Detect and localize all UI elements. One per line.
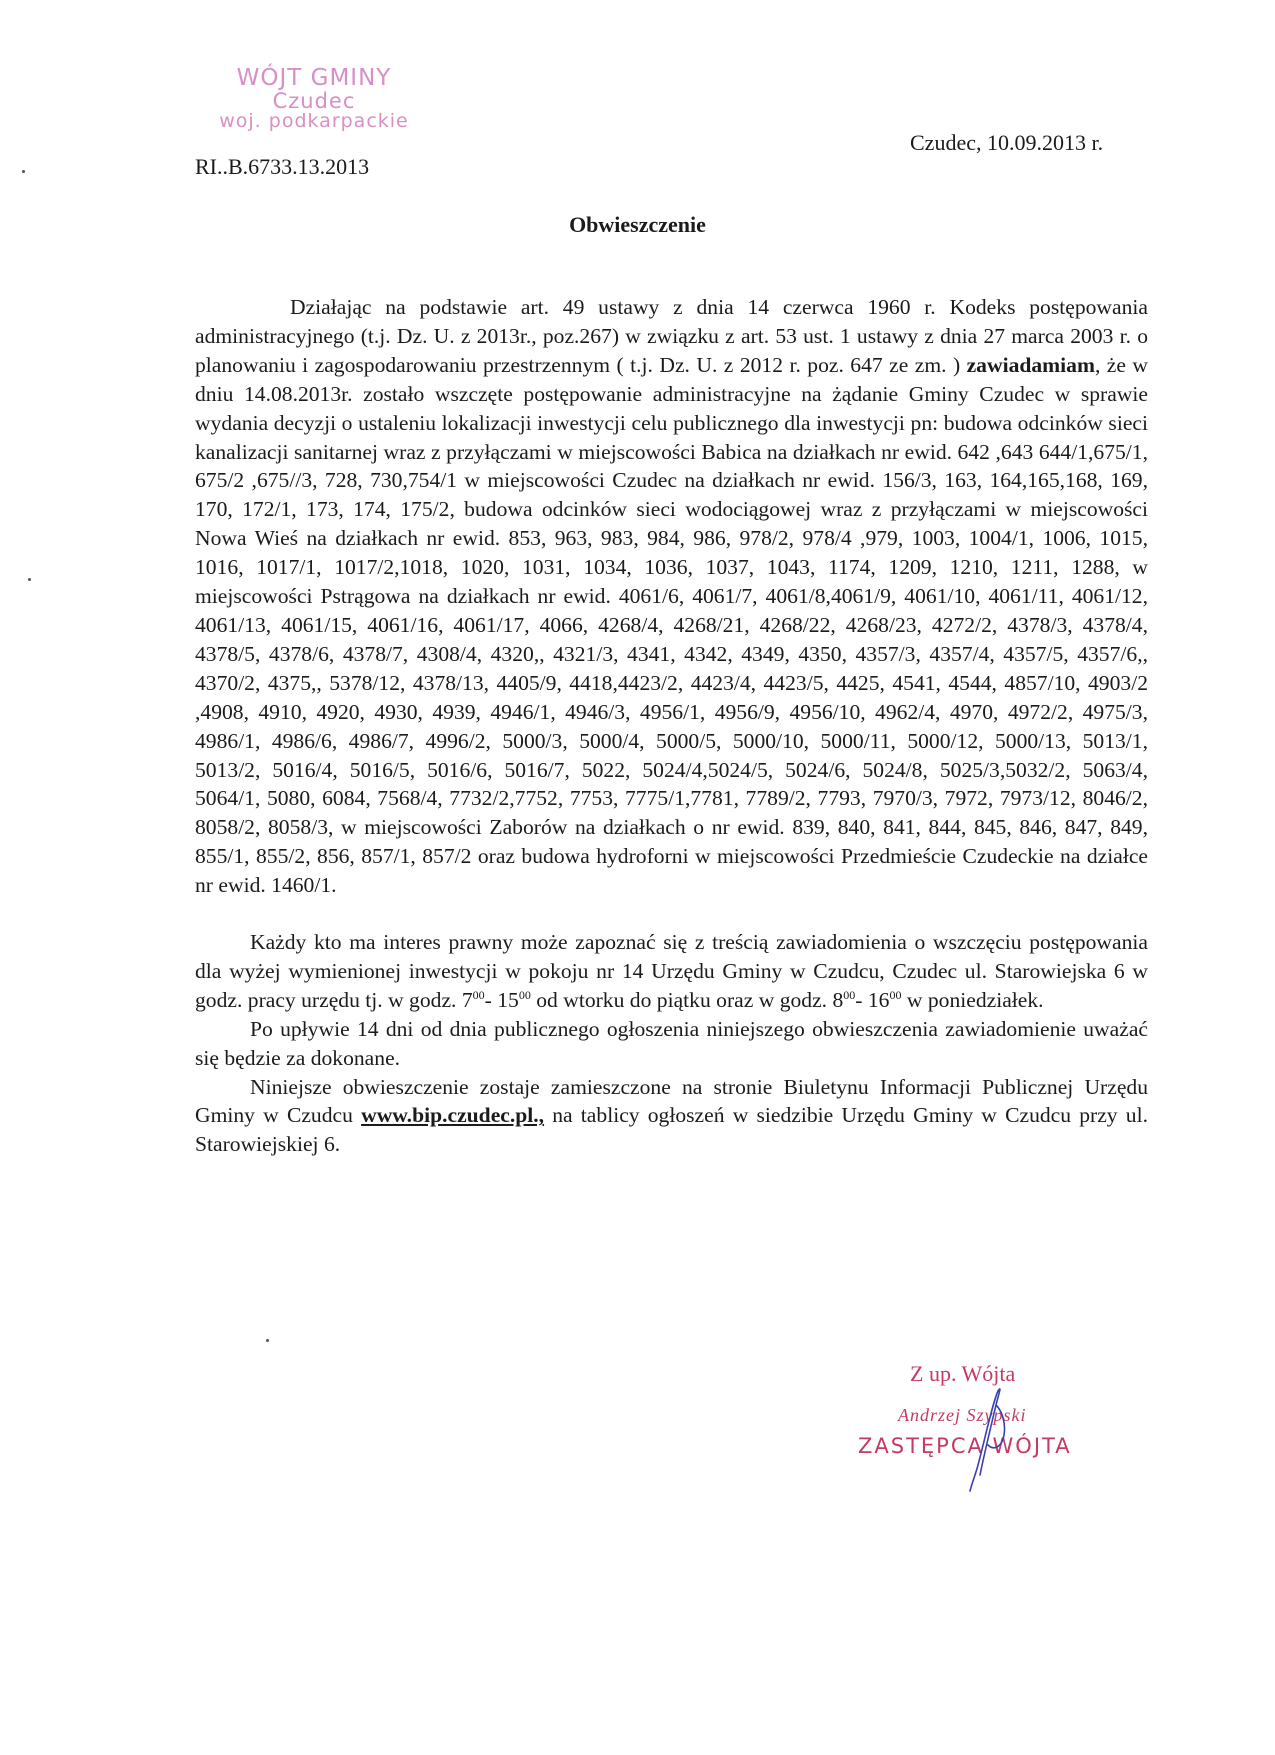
hour-superscript: 00 xyxy=(843,987,856,1002)
hour-superscript: 00 xyxy=(472,987,485,1002)
stamp-line-3: woj. podkarpackie xyxy=(219,110,409,133)
access-text-4: - 16 xyxy=(855,987,890,1012)
scan-speck xyxy=(22,170,25,173)
access-text-2: - 15 xyxy=(484,987,519,1012)
access-text-3: od wtorku do piątku oraz w godz. 8 xyxy=(530,987,844,1012)
place-date: Czudec, 10.09.2013 r. xyxy=(910,130,1104,155)
signature-title: ZASTĘPCA WÓJTA xyxy=(858,1434,1072,1458)
paragraph-notice-text-2: , że w dniu 14.08.2013r. zostało wszczęte postępowanie administracyjne na żądanie Gminy Czudec w sprawie wydania decyzji o ustaleniu lokalizacji inwestycji celu publicznego dla inwestycji pn: budowa odcinków sieci kanalizacji sanitarnej wraz z przyłączami w miejscowości Babica na działkach nr ewid. 642 ,643 644/1,675/1, 675/2 ,675//3, 728, 730,754/1 w miejscowości Czudec na działkach nr ewid. 156/3, 163, 164,165,168, 169, 170, 172/1, 173, 174, 175/2, budowa odcinków sieci wodociągowej wraz z przyłączami w miejscowości Nowa Wieś na działkach nr ewid. 853, 963, 983, 984, 986, 978/2, 978/4 ,979, 1003, 1004/1, 1006, 1015, 1016, 1017/1, 1017/2,1018, 1020, 1031, 1034, 1036, 1037, 1043, 1174, 1209, 1210, 1211, 1288, w miejscowości Pstrągowa na działkach nr ewid. 4061/6, 4061/7, 4061/8,4061/9, 4061/10, 4061/11, 4061/12, 4061/13, 4061/15, 4061/16, 4061/17, 4066, 4268/4, 4268/21, 4268/22, 4268/23, 4272/2, 4378/3, 4378/4, 4378/5, 4378/6, 4378/7, 4308/4, 4320,, 4321/3, 4341, 4342, 4349, 4350, 4357/3, 4357/4, 4357/5, 4357/6,, 4370/2, 4375,, 5378/12, 4378/13, 4405/9, 4418,4423/2, 4423/4, 4423/5, 4425, 4541, 4544, 4857/10, 4903/2 ,4908, 4910, 4920, 4930, 4939, 4946/1, 4946/3, 4956/1, 4956/9, 4956/10, 4962/4, 4970, 4972/2, 4975/3, 4986/1, 4986/6, 4986/7, 4996/2, 5000/3, 5000/4, 5000/5, 5000/10, 5000/11, 5000/12, 5000/13, 5013/1, 5013/2, 5016/4, 5016/5, 5016/6, 5016/7, 5022, 5024/4,5024/5, 5024/6, 5024/8, 5025/3,5032/2, 5063/4, 5064/1, 5080, 6084, 7568/4, 7732/2,7752, 7753, 7775/1,7781, 7789/2, 7793, 7970/3, 7972, 7973/12, 8046/2, 8058/2, 8058/3, w miejscowości Zaborów na działkach o nr ewid. 839, 840, 841, 844, 845, 846, 847, 849, 855/1, 855/2, 856, 857/1, 857/2 oraz budowa hydroforni w miejscowości Przedmieście Czudeckie na działce nr ewid. 1460/1. xyxy=(195,352,1148,898)
scan-speck xyxy=(28,578,31,581)
paragraph-notice xyxy=(195,293,1148,900)
reference-number: RI..B.6733.13.2013 xyxy=(195,154,370,179)
hour-superscript: 00 xyxy=(518,987,531,1002)
paragraph-publication xyxy=(195,1073,1148,1160)
office-stamp xyxy=(204,66,424,132)
notice-keyword: zawiadamiam xyxy=(966,352,1095,377)
access-text-5: w poniedziałek. xyxy=(901,987,1044,1012)
paragraph-notice-text-1: Działając na podstawie art. 49 ustawy z dnia 14 czerwca 1960 r. Kodeks postępowania administracyjnego (t.j. Dz. U. z 2013r., poz.267) w związku z art. 53 ust. 1 ustawy z dnia 27 marca 2003 r. o planowaniu i zagospodarowaniu przestrzennym ( t.j. Dz. U. z 2012 r. poz. 647 ze zm. ) xyxy=(195,295,1148,377)
signature-block xyxy=(850,1355,1110,1495)
stamp-line-1: WÓJT GMINY xyxy=(236,65,392,91)
document-title: Obwieszczenie xyxy=(569,212,706,237)
paragraph-deadline: Po upływie 14 dni od dnia publicznego ogłoszenia niniejszego obwieszczenia zawiadomienie uważać się będzie za dokonane. xyxy=(195,1016,1148,1070)
paragraph-spacer xyxy=(195,900,1148,928)
publication-text-1: Niniejsze obwieszczenie zostaje zamieszczone na stronie Biuletynu Informacji Publicznej Urzędu Gminy w Czudcu xyxy=(195,1074,1148,1128)
paragraph-access-info xyxy=(195,928,1148,1015)
access-text-1: Każdy kto ma interes prawny może zapoznać się z treścią zawiadomienia o wszczęciu postępowania dla wyżej wymienionej inwestycji w pokoju nr 14 Urzędu Gminy w Czudcu, Czudec ul. Starowiejska 6 w godz. pracy urzędu tj. w godz. 7 xyxy=(195,930,1148,1012)
bip-website-link[interactable]: www.bip.czudec.pl., xyxy=(361,1103,545,1128)
signature-name: Andrzej Szypski xyxy=(898,1405,1027,1425)
document-body xyxy=(195,293,1148,1159)
hour-superscript: 00 xyxy=(889,987,902,1002)
scan-speck xyxy=(266,1339,269,1342)
publication-text-2: na tablicy ogłoszeń w siedzibie Urzędu Gminy w Czudcu przy ul. Starowiejskiej 6. xyxy=(195,1103,1148,1157)
stamp-line-2: Czudec xyxy=(272,89,356,114)
signature-authorization: Z up. Wójta xyxy=(910,1361,1016,1386)
handwritten-signature-icon xyxy=(950,1375,1020,1495)
